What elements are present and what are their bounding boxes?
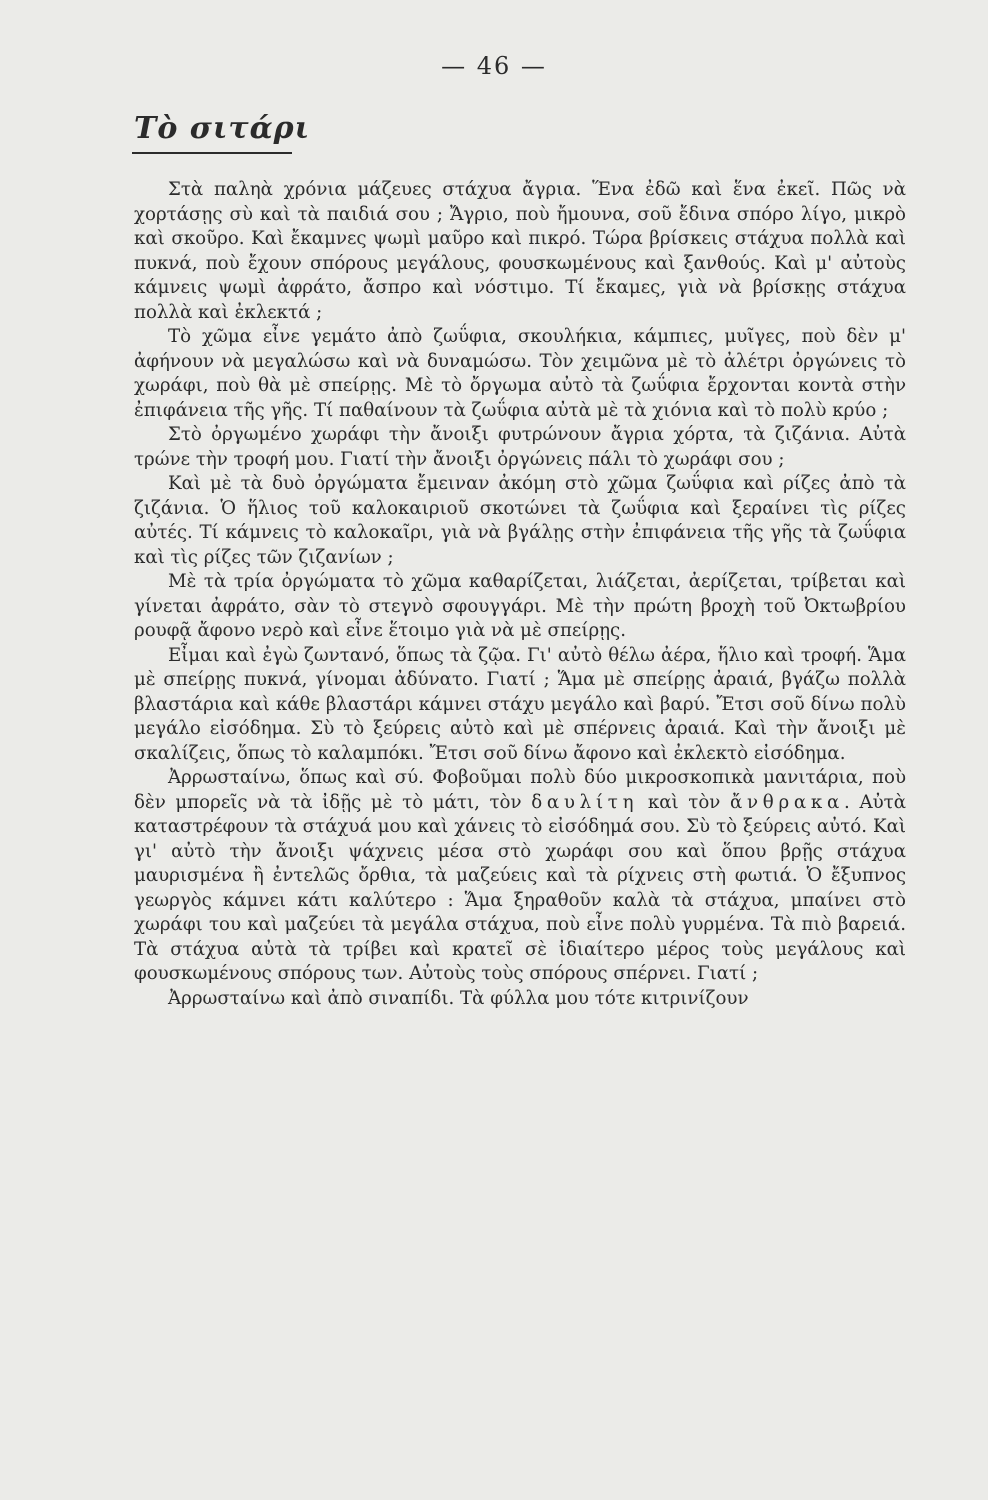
paragraph-7-text-middle: καὶ τὸν bbox=[638, 791, 730, 813]
paragraph-5: Μὲ τὰ τρία ὀργώματα τὸ χῶμα καθαρίζεται, λιάζεται, ἀερίζεται, τρίβεται καὶ γίνεται ἀφράτο, σὰν τὸ στεγνὸ σφουγγάρι. Μὲ τὴν πρώτη βροχὴ τοῦ Ὀκτωβρίου ρουφᾷ ἄφονο νερὸ καὶ εἶνε ἕτοιμο γιὰ νὰ μὲ σπείρῃς. bbox=[134, 571, 906, 641]
paragraph-2: Τὸ χῶμα εἶνε γεμάτο ἀπὸ ζωΰφια, σκουλήκια, κάμπιες, μυῖγες, ποὺ δὲν μ' ἀφήνουν νὰ μεγαλώσω καὶ νὰ δυναμώσω. Τὸν χειμῶνα μὲ τὸ ἀλέτρι ὀργώνεις τὸ χωράφι, ποὺ θὰ μὲ σπείρῃς. Μὲ τὸ ὄργωμα αὐτὸ τὰ ζωΰφια ἔρχονται κοντὰ στὴν ἐπιφάνεια τῆς γῆς. Τί παθαίνουν τὰ ζωΰφια αὐτὰ μὲ τὰ χιόνια καὶ τὸ πολὺ κρύο ; bbox=[134, 326, 906, 421]
paragraph-4: Καὶ μὲ τὰ δυὸ ὀργώματα ἔμειναν ἀκόμη στὸ χῶμα ζωΰφια καὶ ρίζες ἀπὸ τὰ ζιζάνια. Ὁ ἥλιος τοῦ καλοκαιριοῦ σκοτώνει τὰ ζωΰφια καὶ ξεραίνει τὶς ρίζες αὐτές. Τί κάμνεις τὸ καλοκαῖρι, γιὰ νὰ βγάλῃς στὴν ἐπιφάνεια τῆς γῆς τὰ ζωΰφια καὶ τὶς ρίζες τῶν ζιζανίων ; bbox=[134, 473, 906, 568]
term-anthrakas: ἄνθρακα bbox=[729, 791, 845, 813]
paragraph-7 bbox=[134, 766, 906, 987]
body-text bbox=[134, 178, 906, 1011]
paragraph-7-text-before: Ἀρρωσταίνω, ὅπως καὶ σύ. Φοβοῦμαι πολὺ δύο μικροσκοπικὰ μανιτάρια, ποὺ δὲν μπορεῖς νὰ τὰ ἰδῇς μὲ τὸ μάτι, τὸν bbox=[134, 767, 906, 813]
paragraph-1: Στὰ παληὰ χρόνια μάζευες στάχυα ἄγρια. Ἕνα ἐδῶ καὶ ἕνα ἐκεῖ. Πῶς νὰ χορτάσῃς σὺ καὶ τὰ παιδιά σου ; Ἄγριο, ποὺ ἤμουνα, σοῦ ἔδινα σπόρο λίγο, μικρὸ καὶ σκοῦρο. Καὶ ἔκαμνες ψωμὶ μαῦρο καὶ πικρό. Τώρα βρίσκεις στάχυα πολλὰ καὶ πυκνά, ποὺ ἔχουν σπόρους μεγάλους, φουσκωμένους καὶ ξανθούς. Καὶ μ' αὐτοὺς κάμνεις ψωμὶ ἀφράτο, ἄσπρο καὶ νόστιμο. Τί ἔκαμες, γιὰ νὰ βρίσκῃς στάχυα πολλὰ καὶ ἐκλεκτά ; bbox=[134, 179, 906, 323]
section-title: Τὸ σιτάρι bbox=[134, 111, 311, 146]
term-davlitis: δαυλίτη bbox=[531, 791, 639, 813]
paragraph-6: Εἶμαι καὶ ἐγὼ ζωντανό, ὅπως τὰ ζῷα. Γι' αὐτὸ θέλω ἀέρα, ἥλιο καὶ τροφή. Ἅμα μὲ σπείρῃς πυκνά, γίνομαι ἀδύνατο. Γιατί ; Ἅμα μὲ σπείρῃς ἀραιά, βγάζω πολλὰ βλαστάρια καὶ κάθε βλαστάρι κάμνει στάχυ μεγάλο καὶ βαρύ. Ἔτσι σοῦ δίνω πολὺ μεγάλο εἰσόδημα. Σὺ τὸ ξεύρεις αὐτὸ καὶ μὲ σπέρνεις ἀραιά. Καὶ τὴν ἄνοιξι μὲ σκαλίζεις, ὅπως τὸ καλαμπόκι. Ἔτσι σοῦ δίνω ἄφονο καὶ ἐκλεκτὸ εἰσόδημα. bbox=[134, 644, 906, 764]
page-number: — 46 — bbox=[441, 52, 547, 80]
paragraph-3: Στὸ ὀργωμένο χωράφι τὴν ἄνοιξι φυτρώνουν ἄγρια χόρτα, τὰ ζιζάνια. Αὐτὰ τρώνε τὴν τροφή μου. Γιατί τὴν ἄνοιξι ὀργώνεις πάλι τὸ χωράφι σου ; bbox=[134, 424, 906, 470]
paragraph-8: Ἀρρωσταίνω καὶ ἀπὸ σιναπίδι. Τὰ φύλλα μου τότε κιτρινίζουν bbox=[168, 987, 749, 1009]
title-underline bbox=[132, 152, 292, 154]
paragraph-7-text-after: . Αὐτὰ καταστρέφουν τὰ στάχυά μου καὶ χάνεις τὸ εἰσόδημά σου. Σὺ τὸ ξεύρεις αὐτό. Καὶ γι' αὐτὸ τὴν ἄνοιξι ψάχνεις μέσα στὸ χωράφι σου καὶ ὅπου βρῇς στάχυα μαυρισμένα ἢ ἐντελῶς ὄρθια, τὰ μαζεύεις καὶ τὰ ρίχνεις στὴ φωτιά. Ὁ ἔξυπνος γεωργὸς κάμνει κάτι καλύτερο : Ἅμα ξηραθοῦν καλὰ τὰ στάχυα, μπαίνει στὸ χωράφι του καὶ μαζεύει τὰ μεγάλα στάχυα, ποὺ εἶνε πολὺ γυρμένα. Τὰ πιὸ βαρειά. Τὰ στάχυα αὐτὰ τὰ τρίβει καὶ κρατεῖ σὲ ἰδιαίτερο μέρος τοὺς μεγάλους καὶ φουσκωμένους σπόρους των. Αὐτοὺς τοὺς σπόρους σπέρνει. Γιατί ; bbox=[134, 791, 906, 984]
